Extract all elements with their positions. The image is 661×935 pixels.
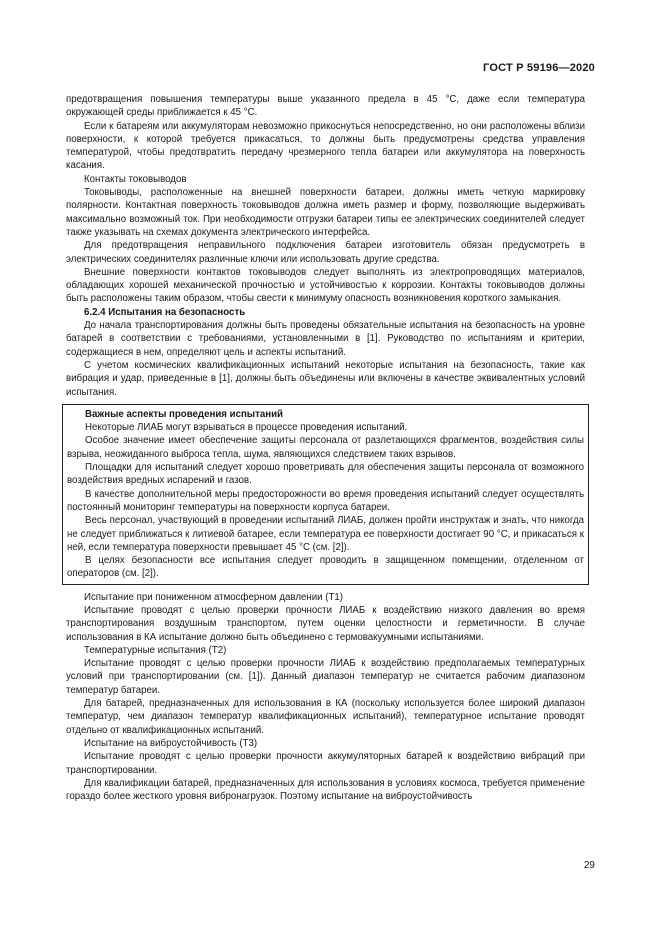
box-paragraph: Особое значение имеет обеспечение защиты персонала от разлетающихся фрагментов, воздействия силы взрыва, неожиданного выброса тепла, шума, являющихся следствием таких взрывов. [67, 435, 584, 460]
safety-notice-box [62, 404, 589, 585]
paragraph: Если к батареям или аккумуляторам невозможно прикоснуться непосредственно, но они расположены вблизи поверхности, к которой требуется прикасаться, то должны быть предусмотрены средства управления температурой, чтобы предотвратить передачу чрезмерного тепла батареи или аккумулятора на поверхность касания. [66, 120, 585, 172]
paragraph: Температурные испытания (Т2) [84, 644, 227, 656]
paragraph: До начала транспортирования должны быть проведены обязательные испытания на безопасность на уровне батарей в соответствии с требованиями, установленными в [1]. Руководство по испытаниям и критерии, содержащиеся в нем, определяют цель и аспекты испытаний. [66, 320, 585, 358]
paragraph: Контакты токовыводов [84, 173, 187, 185]
paragraph: Для предотвращения неправильного подключения батареи изготовитель обязан предусмотреть в электрических соединителях различные ключи или использовать другие средства. [66, 240, 585, 265]
box-paragraph: Весь персонал, участвующий в проведении испытаний ЛИАБ, должен пройти инструктаж и знать, что никогда не следует приближаться к литиевой батарее, если температура ее поверхности достигает 90 °С, и прикасаться к ней, если температура поверхности превышает 45 °С (см. [2]). [67, 515, 584, 553]
paragraph: Испытание проводят с целью проверки прочности аккумуляторных батарей к воздействию вибраций при транспортировании. [66, 751, 585, 776]
section-heading: 6.2.4 Испытания на безопасность [84, 306, 246, 318]
paragraph: Испытание проводят с целью проверки прочности ЛИАБ к воздействию предполагаемых температурных условий при транспортировании (см. [1]). Данный диапазон температур не считается рабочим диапазоном температур батареи. [66, 658, 585, 696]
page-body [66, 93, 585, 803]
paragraph: Испытание проводят с целью проверки прочности ЛИАБ к воздействию низкого давления во время транспортирования воздушным транспортом, путем оценки целостности и герметичности. В случае использования в КА испытание должно быть объединено с термовакуумными испытаниями. [66, 604, 585, 643]
box-heading: Важные аспекты проведения испытаний [85, 408, 283, 420]
paragraph: предотвращения повышения температуры выше указанного предела в 45 °С, даже если температура окружающей среды приближается к 45 °С. [66, 94, 585, 119]
paragraph: Токовыводы, расположенные на внешней поверхности батареи, должны иметь четкую маркировку полярности. Контактная поверхность токовыводов должна иметь размер и форму, позволяющие выдерживать максимально возможный ток. При необходимости отгрузки батареи типы ее электрических соединителей следует также указывать на схемах документа электрического интерфейса. [66, 187, 585, 238]
paragraph: Внешние поверхности контактов токовыводов следует выполнять из электропроводящих материалов, обладающих хорошей механической прочностью и устойчивостью к коррозии. Контакты токовыводов должны быть расположены таким образом, чтобы свести к минимуму опасность возникновения короткого замыкания. [66, 266, 585, 305]
box-paragraph: Некоторые ЛИАБ могут взрываться в процессе проведения испытаний. [85, 422, 408, 434]
paragraph: Для батарей, предназначенных для использования в КА (поскольку используется более широкий диапазон температур, чем диапазон температур квалификационных испытаний), температурное испытание проводят отдельно от квалификационных испытаний. [66, 698, 585, 736]
paragraph: С учетом космических квалификационных испытаний некоторые испытания на безопасность, такие как вибрация и удар, приведенные в [1], должны быть объединены или включены в качестве эквивалентных условий испытания. [66, 359, 585, 398]
box-paragraph: Площадки для испытаний следует хорошо проветривать для обеспечения защиты персонала от возможного воздействия вредных испарений и газов. [67, 462, 584, 487]
document-code: ГОСТ Р 59196—2020 [483, 62, 595, 74]
paragraph: Испытание при пониженном атмосферном давлении (Т1) [84, 591, 343, 603]
page-number: 29 [583, 860, 595, 871]
paragraph: Для квалификации батарей, предназначенных для использования в условиях космоса, требуется применение гораздо более жесткого уровня вибронагрузок. Поэтому испытание на виброустойчивость [66, 777, 585, 803]
box-paragraph: В целях безопасности все испытания следует проводить в защищенном помещении, отделенном от операторов (см. [2]). [67, 555, 584, 580]
paragraph: Испытание на виброустойчивость (Т3) [84, 737, 258, 749]
box-paragraph: В качестве дополнительной меры предосторожности во время проведения испытаний следует осуществлять постоянный мониторинг температуры на поверхности корпуса батареи. [67, 488, 584, 513]
